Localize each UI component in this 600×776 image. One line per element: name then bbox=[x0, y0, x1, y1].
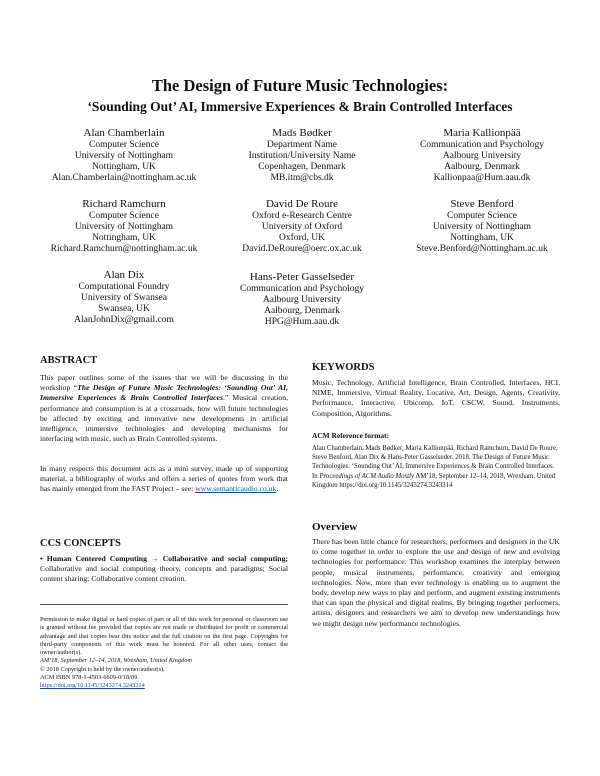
author-email: Steve.Benford@Nottingham.ac.uk bbox=[416, 244, 548, 254]
keywords-heading: KEYWORDS bbox=[312, 362, 375, 373]
author-email: MB.itm@cbs.dk bbox=[270, 173, 334, 183]
venue-line: AM’18, September 12–14, 2018, Wrexham, United Kingdom bbox=[40, 657, 192, 665]
author-affiliation: Computational Foundry bbox=[78, 282, 170, 292]
overview-heading: Overview bbox=[312, 521, 358, 533]
author-location: Oxford, UK bbox=[279, 233, 325, 243]
keywords-text: Music, Technology, Artificial Intelligence, Brain Controlled, Interfaces, HCI, NIME, Immersive, Virtual Reality, Locative, Art, Design, Agents, Creativity, Performance, Interactive, Ubicomp, IoT, CSCW, Sound, Instruments, Composition, Algorithms. bbox=[312, 378, 560, 418]
author-affiliation: Oxford e-Research Centre bbox=[252, 211, 352, 221]
semanticaudio-link[interactable]: www.semanticaudio.co.uk bbox=[195, 484, 277, 494]
abstract-heading: ABSTRACT bbox=[40, 355, 98, 366]
paper-title: The Design of Future Music Technologies: bbox=[151, 76, 449, 95]
doi-link[interactable]: https://doi.org/10.1145/3243274.3243314 bbox=[40, 682, 145, 690]
ccs-concepts bbox=[40, 554, 288, 585]
ccs-secondary: Collaborative and social computing theory, concepts and paradigms; Social content sharing; Collaborative content creation. bbox=[40, 564, 288, 584]
author-affiliation: Aalbourg University bbox=[262, 295, 342, 305]
author-location: Nottingham, UK bbox=[92, 162, 156, 172]
author-location: Nottingham, UK bbox=[450, 233, 514, 243]
workshop-title: The Design of Future Music Technologies: ‘Sounding Out’ AI, Immersive Experiences & Brain Controlled Interfaces bbox=[40, 383, 288, 403]
abstract-paragraph bbox=[40, 373, 288, 444]
author-name: David De Roure bbox=[265, 198, 339, 210]
author-block bbox=[392, 126, 572, 184]
copyright-line: © 2018 Copyright is held by the owner/author(s). bbox=[40, 665, 165, 673]
abstract-paragraph-2 bbox=[40, 464, 288, 495]
divider bbox=[40, 604, 288, 605]
author-affiliation: Computer Science bbox=[447, 211, 517, 221]
author-affiliation: Computer Science bbox=[89, 140, 159, 150]
author-name: Mads Bødker bbox=[272, 127, 332, 139]
author-name: Steve Benford bbox=[450, 198, 514, 210]
author-email: AlanJohnDix@gmail.com bbox=[74, 315, 174, 325]
author-affiliation: Department Name bbox=[267, 140, 337, 150]
author-email: Alan.Chamberlain@nottingham.ac.uk bbox=[51, 173, 197, 183]
permission-block bbox=[40, 616, 288, 691]
author-email: HPG@Hum.aau.dk bbox=[264, 317, 340, 327]
overview-text: There has been little chance for researchers, performers and designers in the UK to come together in order to explore the use and design of new and evolving technologies for performance. This workshop examines the interplay between people, musical instruments, performance, creativity and emerging technologies. Now, more than ever technology is enabling us to augment the body, develop new ways to play and perform, and augment existing instruments that can span the physical and digital realms. By bringing together performers, artists, designers and researchers we aim to develop new understandings how we might design new performance technologies. bbox=[312, 537, 560, 628]
author-affiliation: University of Nottingham bbox=[74, 151, 174, 161]
author-email: Kallionpaa@Hum.aau.dk bbox=[433, 173, 531, 183]
author-name: Maria Kallionpää bbox=[443, 127, 521, 139]
author-block bbox=[34, 197, 214, 255]
author-location: Swansea, UK bbox=[98, 304, 150, 314]
author-email: Richard.Ramchurn@nottingham.ac.uk bbox=[50, 244, 198, 254]
author-name: Alan Dix bbox=[103, 269, 145, 281]
author-location: Copenhagen, Denmark bbox=[258, 162, 346, 172]
author-name: Richard Ramchurn bbox=[82, 198, 166, 210]
reference-authors: Alan Chamberlain, Mads Bødker, Maria Kallionpää, Richard Ramchurn, David De Roure, Steve Benford, Alan Dix & Hans-Peter Gasselseder. 2018. The Design of Future Music Technologies: ‘Sounding Out’ AI, Immersive Experiences & Brain Controlled Interfaces. In bbox=[312, 445, 558, 480]
reference-text bbox=[312, 444, 560, 490]
author-affiliation: University of Nottingham bbox=[74, 222, 174, 232]
author-block bbox=[212, 270, 392, 328]
author-location: Aalbourg, Denmark bbox=[264, 306, 340, 316]
author-affiliation: Communication and Psychology bbox=[239, 284, 365, 294]
author-block bbox=[34, 268, 214, 326]
abstract-text: In many respects this document acts as a mini survey, made up of supporting material, a bibliography of works and offers a series of quotes from work that has mainly emerged from the FAST Project – see: bbox=[40, 464, 288, 494]
author-affiliation: Aalbourg University bbox=[442, 151, 522, 161]
author-name: Hans-Peter Gasselseder bbox=[249, 271, 355, 283]
author-affiliation: University of Nottingham bbox=[432, 222, 532, 232]
author-block bbox=[212, 197, 392, 255]
author-location: Nottingham, UK bbox=[92, 233, 156, 243]
author-email: David.DeRoure@oerc.ox.ac.uk bbox=[242, 244, 362, 254]
reference-details: AM’18, September 12–14, 2018, Wrexham, United Kingdom https://doi.org/10.1145/3243274.3243314 bbox=[312, 472, 556, 489]
abstract-text: This paper outlines some of the issues that we will be discussing in the workshop “ bbox=[40, 373, 288, 393]
paper-subtitle: ‘Sounding Out’ AI, Immersive Experiences & Brain Controlled Interfaces bbox=[87, 99, 513, 114]
ccs-primary: • Human Centered Computing → Collaborative and social computing; bbox=[40, 554, 288, 563]
abstract-text: . bbox=[276, 484, 279, 494]
isbn-line: ACM ISBN 978-1-4503-6609-0/18/09. bbox=[40, 674, 139, 682]
author-affiliation: Communication and Psychology bbox=[419, 140, 545, 150]
author-block bbox=[212, 126, 392, 184]
abstract-text: .” Musical creation, performance and consumption is at a crossroads, how will future technologies be affected by exciting and innovative new developments in artificial intelligence, immersive technologies and developing mechanisms for interfacing with music, such as Brain Controlled systems. bbox=[40, 393, 288, 444]
reference-venue: Proceedings of ACM Audio Mostly bbox=[319, 472, 415, 480]
author-location: Aalbourg, Denmark bbox=[444, 162, 520, 172]
reference-heading: ACM Reference format: bbox=[312, 431, 390, 440]
permission-notice: Permission to make digital or hard copies of part or all of this work for personal or classroom use is granted without fee provided that copies are not made or distributed for profit or commercial advantage and that copies bear this notice and the full citation on the first page. Copyrights for third-party components of this work must be honored. For all other uses, contact the owner/author(s). bbox=[40, 616, 288, 657]
author-block bbox=[392, 197, 572, 255]
author-name: Alan Chamberlain bbox=[83, 127, 165, 139]
author-affiliation: Institution/University Name bbox=[248, 151, 356, 161]
author-block bbox=[34, 126, 214, 184]
author-affiliation: Computer Science bbox=[89, 211, 159, 221]
ccs-heading: CCS CONCEPTS bbox=[40, 538, 121, 549]
author-affiliation: University of Swansea bbox=[80, 293, 167, 303]
author-affiliation: University of Oxford bbox=[261, 222, 343, 232]
